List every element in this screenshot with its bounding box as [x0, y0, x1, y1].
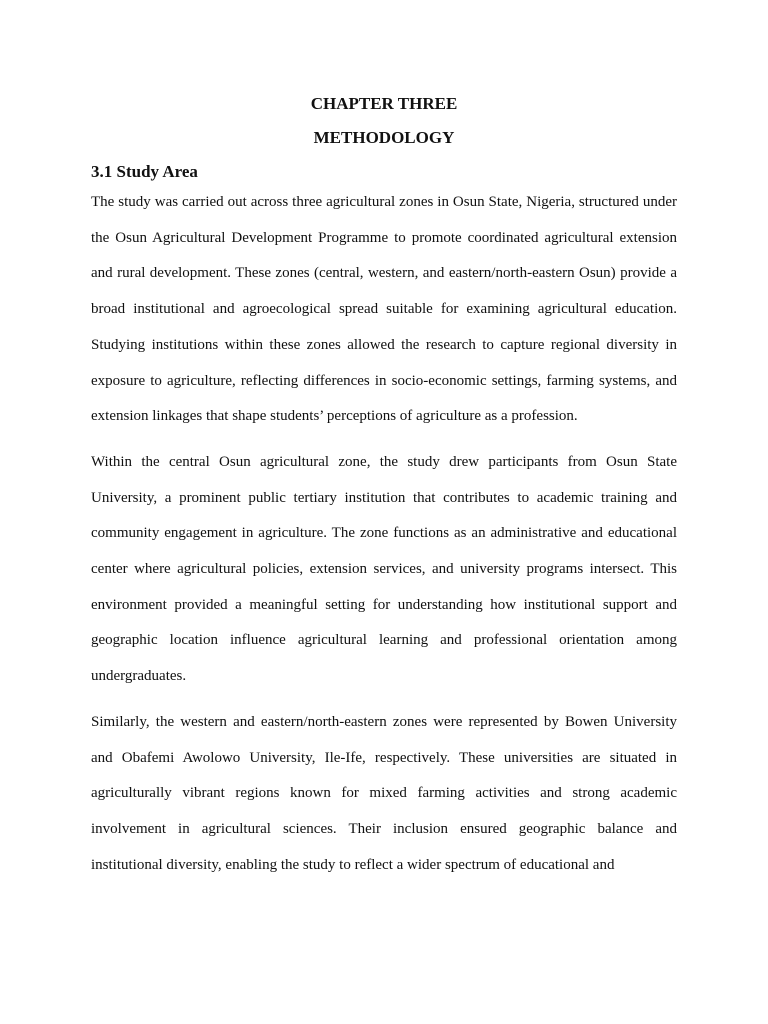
paragraph-study-zones: The study was carried out across three agricultural zones in Osun State, Nigeria, structured under the Osun Agricultural Development Programme to promote coordinated agricultural extension and rural development. These zones (central, western, and eastern/north-eastern Osun) provide a broad institutional and agroecological spread suitable for examining agricultural education. Studying institutions within these zones allowed the research to capture regional diversity in exposure to agriculture, reflecting differences in socio-economic settings, farming systems, and extension linkages that shape students’ perceptions of agriculture as a profession.	[91, 194, 677, 425]
chapter-subtitle: METHODOLOGY	[313, 128, 455, 147]
section-heading: 3.1 Study Area	[91, 162, 198, 181]
paragraph-western-eastern-zones: Similarly, the western and eastern/north-eastern zones were represented by Bowen University and Obafemi Awolowo University, Ile-Ife, respectively. These universities are situated in agriculturally vibrant regions known for mixed farming activities and strong academic involvement in agricultural sciences. Their inclusion ensured geographic balance and institutional diversity, enabling the study to reflect a wider spectrum of educational and	[91, 713, 677, 873]
paragraph-central-zone: Within the central Osun agricultural zone, the study drew participants from Osun State University, a prominent public tertiary institution that contributes to academic training and community engagement in agriculture. The zone functions as an administrative and educational center where agricultural policies, extension services, and university programs intersect. This environment provided a meaningful setting for understanding how institutional support and geographic location influence agricultural learning and professional orientation among undergraduates.	[91, 453, 677, 685]
chapter-title: CHAPTER THREE	[310, 94, 458, 113]
